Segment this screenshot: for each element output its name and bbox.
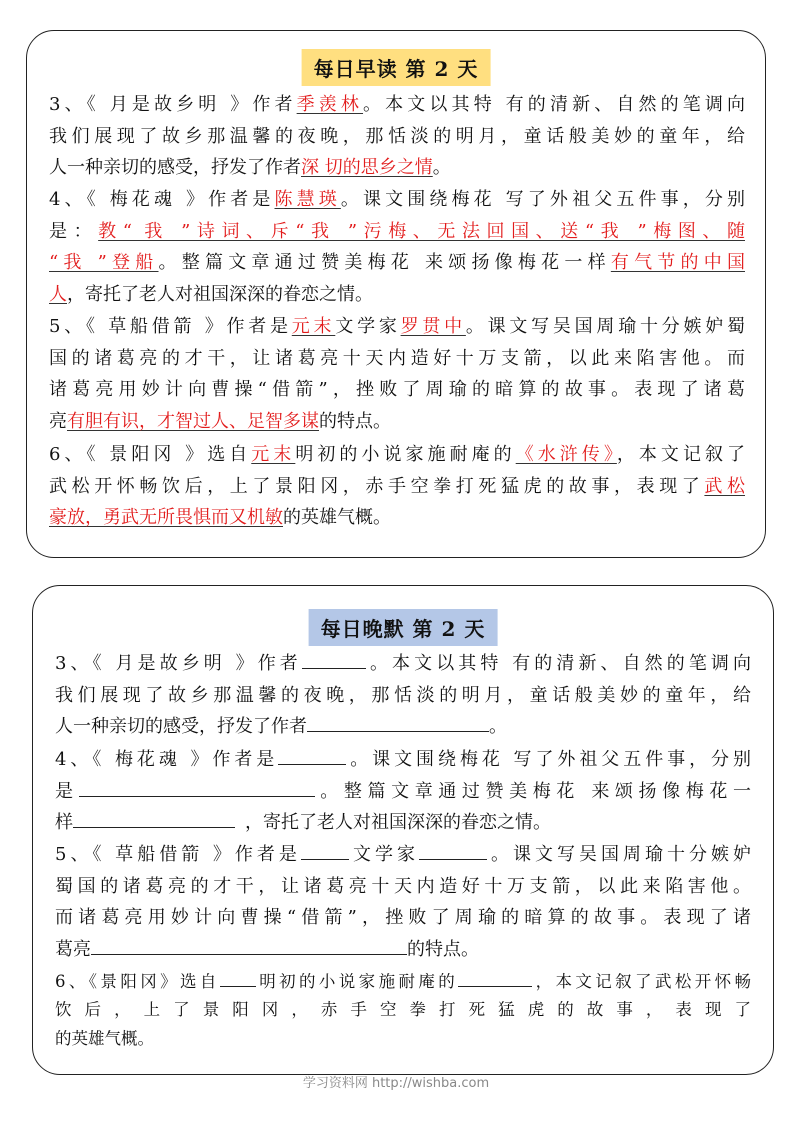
text: ，寄托了老人对祖国深深的眷恋之情。 [67,283,373,305]
text: 。 [432,157,451,178]
text: 5、《 草船借箭 》作者是 [55,844,301,865]
text: 文学家 [335,316,401,337]
text: 。整篇文章通过赞美梅花 来颂扬像梅花一样 [158,252,611,273]
fill-blank[interactable] [73,807,235,828]
answer-events-cont: “我 ”登船 [49,252,159,273]
answer-emotion: 深 切的思乡之情 [301,157,433,178]
text: 是 [55,780,79,802]
answer-praise-cont: 人 [49,283,67,305]
text: 。 [489,716,507,737]
answer-dynasty: 元末 [251,444,296,465]
text: 人一种亲切的感受，抒发了作者 [55,716,307,737]
fill-blank[interactable] [301,839,349,860]
text: 诸葛亮用妙计向曹操“借箭”，挫败了周瑜的暗算的故事。表现了诸葛 [49,379,745,400]
paragraph-5 [55,839,751,965]
text: ，本文记叙了 [616,444,746,465]
text: 我们展现了故乡那温馨的夜晚，那恬淡的明月，童话般美妙的童年，给 [49,125,745,147]
text: 蜀国的诸葛亮的才干，让诸葛亮十天内造好十万支箭，以此来陷害他。 [55,875,751,897]
text: 我们展现了故乡那温馨的夜晚，那恬淡的明月，童话般美妙的童年，给 [55,684,751,706]
paragraph-3 [55,648,751,743]
footer-watermark: 学习资料网 http://wishba.com [302,1076,490,1091]
text: 。本文以其特 有的清新、自然的笔调向 [363,94,745,115]
text: 6、《景阳冈》选自 [55,972,220,991]
text: 。课文写吴国周瑜十分嫉妒 [486,844,751,865]
text: 文学家 [348,844,419,865]
text: 明初的小说家施耐庵的 [255,972,459,991]
text: 3、《 月是故乡明 》作者 [55,653,302,674]
fill-blank[interactable] [458,966,532,987]
answer-traits: 有胆有识，才智过人、足智多谋 [67,410,319,432]
fill-blank[interactable] [302,648,366,669]
answer-events: 教“ 我 ”诗词、斥“我 ”污梅、无法回国、送“我 ”梅图、随 [98,220,745,242]
paragraph-5 [49,311,745,437]
text: 。本文以其特 有的清新、自然的笔调向 [365,653,751,674]
fill-blank[interactable] [220,966,256,987]
text: 的英雄气概。 [55,1029,154,1048]
answer-author: 陈慧瑛 [274,189,341,210]
evening-dictation-card [32,585,774,1075]
paragraph-4 [49,184,745,310]
paragraph-6 [49,439,745,534]
morning-reading-title: 每日早读 第 2 天 [302,49,491,86]
fill-blank[interactable] [307,711,489,732]
text: 明初的小说家施耐庵的 [295,444,516,465]
answer-spirit: 武松 [704,475,746,497]
text: 5、《 草船借箭 》作者是 [49,316,292,337]
text: 4、《 梅花魂 》作者是 [55,749,279,770]
evening-dictation-title: 每日晚默 第 2 天 [309,609,498,646]
paragraph-3 [49,89,745,184]
text: 武松开怀畅饮后，上了景阳冈，赤手空拳打死猛虎的故事，表现了 [49,475,705,497]
text: 。课文围绕梅花 写了外祖父五件事，分别 [340,189,745,210]
text: 。课文写吴国周瑜十分嫉妒蜀 [465,316,745,337]
fill-blank[interactable] [79,776,315,797]
text: 4、《 梅花魂 》作者是 [49,189,275,210]
text: 亮 [49,410,67,432]
fill-blank[interactable] [419,839,487,860]
answer-spirit-cont: 豪放，勇武无所畏惧而又机敏 [49,507,283,528]
fill-blank[interactable] [278,744,346,765]
text: 6、《 景阳冈 》选自 [49,444,252,465]
answer-dynasty: 元末 [291,316,336,337]
text: 3、《 月是故乡明 》作者 [49,94,297,115]
answer-author: 罗贯中 [400,316,466,337]
morning-reading-card [26,30,766,558]
paragraph-4 [55,744,751,839]
text: 。课文围绕梅花 写了外祖父五件事，分别 [346,749,751,770]
text: ，寄托了老人对祖国深深的眷恋之情。 [245,812,551,833]
text: 的特点。 [319,410,391,432]
answer-book: 《水浒传》 [515,444,617,465]
text: ，本文记叙了武松开怀畅 [532,972,752,991]
answer-praise: 有气节的中国 [610,252,745,273]
text: 葛亮 [55,938,91,960]
text: 。整篇文章通过赞美梅花 来颂扬像梅花一 [314,780,751,802]
fill-blank[interactable] [91,934,407,955]
text: 而诸葛亮用妙计向曹操“借箭”，挫败了周瑜的暗算的故事。表现了诸 [55,907,751,928]
paragraph-6 [55,966,751,1053]
answer-author: 季羡林 [296,94,364,115]
text: 是： [49,220,99,242]
text: 国的诸葛亮的才干，让诸葛亮十天内造好十万支箭，以此来陷害他。而 [49,347,745,369]
text: 人一种亲切的感受，抒发了作者 [49,157,301,178]
text: 的英雄气概。 [283,507,391,528]
text: 样 [55,812,73,833]
text: 饮 后 ， 上 了 景 阳 冈 ， 赤 手 空 拳 打 死 猛 虎 的 故 事 ， 表 现 了 [55,1000,751,1019]
text: 的特点。 [407,938,479,960]
